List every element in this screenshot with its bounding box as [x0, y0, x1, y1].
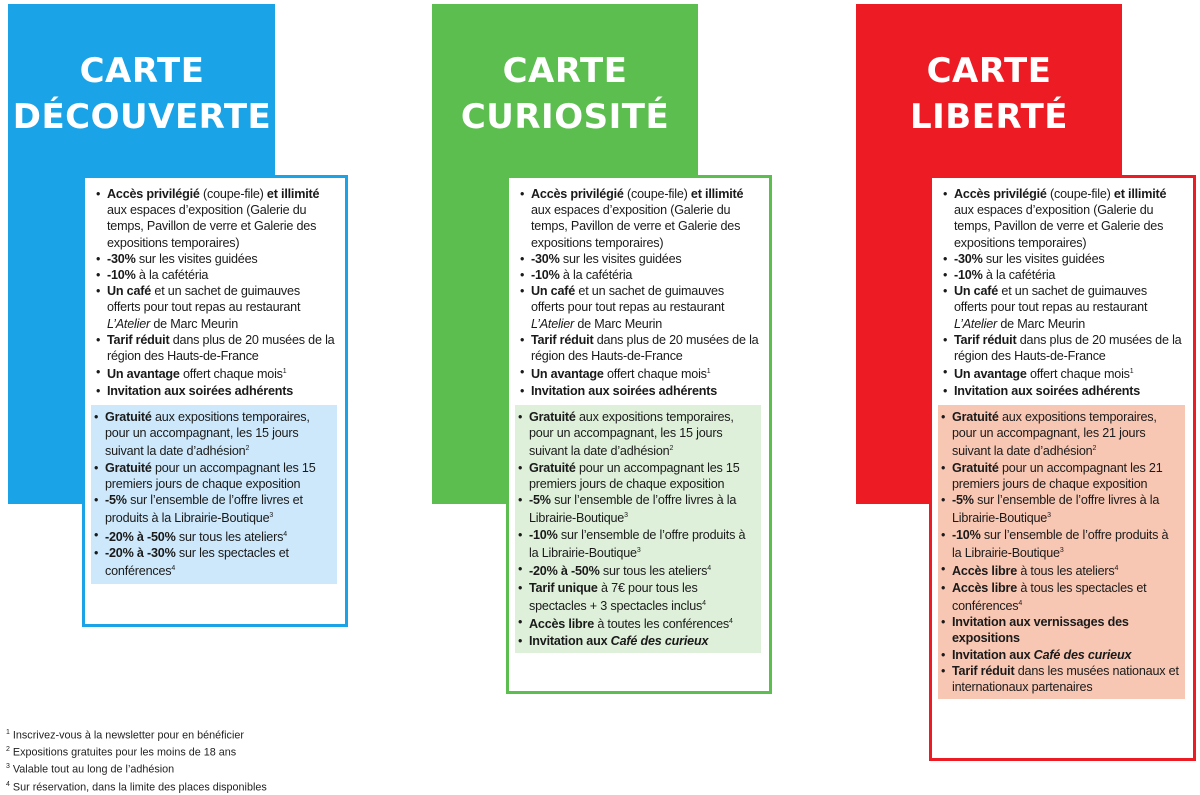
footnote-ref: 2	[245, 445, 250, 453]
benefit-bold: Tarif réduit	[952, 663, 1015, 678]
benefit-text: (coupe-file)	[1046, 187, 1114, 201]
benefit-bold: Accès libre	[529, 617, 595, 632]
benefit-item	[95, 383, 335, 399]
benefit-text: sur l’ensemble de l’offre livres à la Librairie-Boutique	[952, 493, 1160, 526]
footnote-ref: 1	[706, 368, 711, 376]
benefit-bold: Gratuité	[529, 409, 576, 424]
footnote-text: Valable tout au long de l’adhésion	[12, 763, 175, 776]
benefit-text: dans plus de 20 musées de la région des Hauts-de-France	[531, 332, 759, 364]
benefit-text: à tous les spectacles et conférences	[952, 580, 1147, 613]
benefit-text: à la cafétéria	[982, 268, 1056, 283]
benefit-bold: -30%	[531, 251, 560, 266]
benefit-item	[95, 364, 335, 382]
benefit-bold: -30%	[954, 251, 983, 266]
benefit-item	[93, 527, 331, 545]
footnote	[6, 778, 267, 795]
benefit-bold: Invitation aux	[529, 633, 611, 648]
benefit-item	[942, 186, 1183, 251]
benefit-bold: Un avantage	[531, 367, 604, 382]
footnote-ref: 1	[1129, 368, 1134, 376]
benefit-text: sur l’ensemble de l’offre produits à la Librairie-Boutique	[952, 527, 1169, 561]
benefit-bold: -20% à -50%	[105, 529, 176, 544]
footnotes	[6, 726, 267, 795]
benefit-item	[942, 283, 1183, 332]
footnote-ref: 4	[1114, 565, 1119, 573]
benefit-bold: et illimité	[266, 187, 320, 201]
footnote-text: Sur réservation, dans la limite des places disponibles	[12, 781, 267, 794]
benefit-item	[95, 186, 335, 251]
footnote-ref: 1	[282, 368, 287, 376]
footnote-number: 4	[6, 780, 10, 788]
benefit-bold: Accès privilégié	[531, 187, 624, 201]
benefit-text: sur tous les ateliers	[175, 529, 284, 544]
benefit-text: (coupe-file)	[199, 187, 267, 201]
benefit-bold: -10%	[954, 268, 983, 283]
benefit-text: et un sachet de guimauves offerts pour tout repas au restaurant	[107, 284, 301, 315]
benefit-bold: -10%	[107, 268, 136, 283]
benefit-item	[517, 492, 755, 527]
benefit-item	[940, 614, 1179, 646]
benefit-text: offert chaque mois	[1026, 367, 1130, 382]
benefit-italic: L’Atelier	[107, 316, 151, 331]
benefit-item	[940, 492, 1179, 527]
extra-benefits-list	[940, 409, 1179, 695]
footnote-ref: 3	[269, 512, 274, 520]
footnote-ref: 4	[171, 565, 176, 573]
footnote	[6, 743, 267, 760]
benefit-text: à 7€ pour tous les spectacles + 3 spectacles inclus	[529, 580, 703, 613]
benefit-item	[517, 527, 755, 562]
benefit-item	[940, 409, 1179, 460]
benefit-text: pour un accompagnant les 15 premiers jours de chaque exposition	[529, 460, 740, 491]
card-liberte-benefits	[929, 175, 1196, 761]
benefit-text: offert chaque mois	[179, 367, 283, 382]
benefit-bold: Un café	[531, 284, 576, 299]
benefit-bold: et illimité	[690, 187, 744, 201]
extra-benefits-list	[517, 409, 755, 649]
footnote-ref: 3	[636, 546, 641, 554]
benefit-bold: et illimité	[1113, 187, 1167, 201]
benefit-bold: -10%	[529, 527, 558, 542]
benefit-text: pour un accompagnant les 21 premiers jours de chaque exposition	[952, 460, 1163, 491]
benefit-bold: Accès libre	[952, 580, 1018, 595]
benefit-bold: Gratuité	[529, 460, 576, 475]
benefit-bold: Un avantage	[954, 367, 1027, 382]
card-title-line2: CURIOSITÉ	[460, 97, 670, 137]
benefit-item	[517, 580, 755, 615]
benefit-bold: -10%	[531, 268, 560, 283]
card-title-line2: LIBERTÉ	[909, 97, 1069, 137]
benefit-text: sur les spectacles et conférences	[105, 546, 289, 579]
benefit-item	[940, 527, 1179, 562]
benefit-item	[93, 492, 331, 527]
benefit-text: sur l’ensemble de l’offre livres à la Librairie-Boutique	[529, 493, 737, 526]
benefit-bold-italic: Café des curieux	[610, 633, 709, 648]
benefit-text: sur tous les ateliers	[599, 564, 708, 579]
benefit-bold: Invitation aux soirées adhérents	[954, 383, 1141, 398]
footnote	[6, 726, 267, 743]
benefit-text: à toutes les conférences	[594, 617, 730, 632]
benefit-bold: -20% à -50%	[529, 564, 600, 579]
benefit-bold: Tarif réduit	[531, 332, 594, 347]
benefit-text: aux expositions temporaires, pour un accompagnant, les 15 jours suivant la date d’adhésion	[529, 409, 734, 459]
benefit-item	[942, 251, 1183, 267]
benefit-text: et un sachet de guimauves offerts pour tout repas au restaurant	[531, 284, 725, 315]
benefit-item	[517, 561, 755, 579]
benefit-item	[940, 580, 1179, 615]
benefit-text: à la cafétéria	[559, 268, 633, 283]
benefit-text: dans plus de 20 musées de la région des Hauts-de-France	[954, 332, 1182, 364]
benefit-item	[519, 332, 759, 364]
benefit-text: aux espaces d’exposition (Galerie du temps, Pavillon de verre et Galerie des expositions temporaires)	[107, 203, 317, 250]
benefit-italic: L’Atelier	[531, 316, 575, 331]
benefit-item	[519, 251, 759, 267]
footnote-ref: 4	[283, 530, 287, 538]
extra-benefits-highlight	[938, 405, 1185, 699]
footnote-ref: 4	[1018, 599, 1023, 607]
benefit-italic: L’Atelier	[954, 316, 998, 331]
benefit-bold: Invitation aux soirées adhérents	[531, 383, 718, 398]
main-benefits-list	[519, 186, 759, 399]
benefit-item	[93, 545, 331, 580]
benefit-text: aux expositions temporaires, pour un accompagnant, les 21 jours suivant la date d’adhésion	[952, 409, 1157, 459]
footnote-ref: 4	[729, 618, 733, 626]
benefit-bold: Gratuité	[952, 409, 999, 424]
benefit-item	[95, 251, 335, 267]
footnote-ref: 3	[1047, 512, 1051, 520]
benefit-bold: -10%	[952, 527, 981, 542]
card-decouverte-title	[6, 48, 278, 140]
benefit-bold: -5%	[952, 493, 974, 508]
main-benefits-list	[95, 186, 335, 399]
benefit-item	[93, 409, 331, 460]
benefit-item	[942, 267, 1183, 283]
benefit-item	[519, 383, 759, 399]
main-benefits-list	[942, 186, 1183, 399]
benefit-bold: Tarif unique	[529, 580, 598, 595]
benefit-item	[519, 186, 759, 251]
benefit-item	[519, 267, 759, 283]
benefit-item	[942, 364, 1183, 382]
benefit-text: (coupe-file)	[623, 187, 691, 201]
footnote-number: 2	[6, 746, 10, 754]
card-title-line1: CARTE	[79, 51, 205, 91]
extra-benefits-list	[93, 409, 331, 580]
benefit-bold: Accès privilégié	[954, 187, 1047, 201]
footnote-ref: 4	[702, 599, 706, 607]
benefit-bold: -5%	[105, 493, 127, 508]
benefit-bold: -5%	[529, 493, 551, 508]
benefit-item	[517, 614, 755, 632]
benefit-bold: -30%	[107, 251, 136, 266]
benefit-text: sur les visites guidées	[559, 251, 682, 266]
footnote-ref: 3	[1059, 546, 1064, 554]
benefit-item	[942, 383, 1183, 399]
card-liberte-title	[856, 48, 1122, 140]
benefit-text: sur les visites guidées	[135, 251, 258, 266]
footnote-number: 1	[6, 729, 10, 736]
benefit-text: aux expositions temporaires, pour un accompagnant, les 15 jours suivant la date d’adhésion	[105, 409, 310, 459]
benefit-text: dans plus de 20 musées de la région des Hauts-de-France	[107, 332, 335, 364]
benefit-text: à la cafétéria	[135, 268, 209, 283]
benefit-text: sur les visites guidées	[982, 251, 1105, 266]
benefit-item	[517, 460, 755, 492]
benefit-text: à tous les ateliers	[1017, 564, 1115, 579]
benefit-bold: Tarif réduit	[954, 332, 1017, 347]
extra-benefits-highlight	[515, 405, 761, 653]
benefit-text: de Marc Meurin	[997, 316, 1086, 331]
footnote-ref: 4	[707, 565, 711, 573]
benefit-text: et un sachet de guimauves offerts pour tout repas au restaurant	[954, 284, 1148, 315]
footnote-ref: 3	[624, 512, 628, 520]
footnote-text: Inscrivez-vous à la newsletter pour en bénéficier	[12, 729, 244, 742]
benefit-bold: Invitation aux vernissages des expositions	[952, 615, 1129, 646]
benefit-bold: Un café	[954, 284, 999, 299]
card-decouverte-benefits	[82, 175, 348, 627]
card-curiosite-title	[432, 48, 698, 140]
benefit-item	[95, 283, 335, 332]
benefit-bold: Gratuité	[105, 409, 152, 424]
benefit-bold: Accès libre	[952, 564, 1018, 579]
benefit-bold: Accès privilégié	[107, 187, 200, 201]
benefit-item	[95, 267, 335, 283]
benefit-item	[942, 332, 1183, 364]
benefit-text: dans les musées nationaux et internationaux partenaires	[952, 663, 1179, 695]
footnote-ref: 2	[1092, 445, 1097, 453]
benefit-bold: Un avantage	[107, 367, 180, 382]
benefit-text: de Marc Meurin	[150, 316, 239, 331]
benefit-item	[940, 460, 1179, 492]
benefit-bold: Un café	[107, 284, 152, 299]
benefit-bold: Gratuité	[105, 460, 152, 475]
benefit-bold: Gratuité	[952, 460, 999, 475]
benefit-item	[95, 332, 335, 364]
benefit-text: aux espaces d’exposition (Galerie du temps, Pavillon de verre et Galerie des expositions temporaires)	[954, 203, 1164, 250]
footnote-ref: 2	[669, 445, 674, 453]
benefit-text: pour un accompagnant les 15 premiers jours de chaque exposition	[105, 460, 316, 491]
benefit-bold: Invitation aux soirées adhérents	[107, 383, 294, 398]
footnote-text: Expositions gratuites pour les moins de 18 ans	[12, 746, 237, 759]
card-title-line2: DÉCOUVERTE	[12, 97, 272, 137]
benefit-text: sur l’ensemble de l’offre livres et produits à la Librairie-Boutique	[105, 493, 303, 526]
benefit-item	[517, 409, 755, 460]
benefit-item	[940, 663, 1179, 695]
footnote	[6, 760, 267, 777]
benefit-text: sur l’ensemble de l’offre produits à la Librairie-Boutique	[529, 527, 746, 561]
card-title-line1: CARTE	[926, 51, 1052, 91]
benefit-item	[940, 647, 1179, 663]
benefit-item	[517, 633, 755, 649]
extra-benefits-highlight	[91, 405, 337, 584]
card-title-line1: CARTE	[502, 51, 628, 91]
benefit-text: aux espaces d’exposition (Galerie du temps, Pavillon de verre et Galerie des expositions temporaires)	[531, 203, 741, 250]
benefit-item	[93, 460, 331, 492]
benefit-item	[940, 561, 1179, 579]
footnote-number: 3	[6, 763, 10, 771]
benefit-text: offert chaque mois	[603, 367, 707, 382]
benefit-bold: Invitation aux	[952, 647, 1034, 662]
card-curiosite-benefits	[506, 175, 772, 694]
benefit-item	[519, 283, 759, 332]
benefit-text: de Marc Meurin	[574, 316, 663, 331]
benefit-item	[519, 364, 759, 382]
benefit-bold-italic: Café des curieux	[1033, 647, 1132, 662]
benefit-bold: -20% à -30%	[105, 546, 176, 561]
benefit-bold: Tarif réduit	[107, 332, 170, 347]
